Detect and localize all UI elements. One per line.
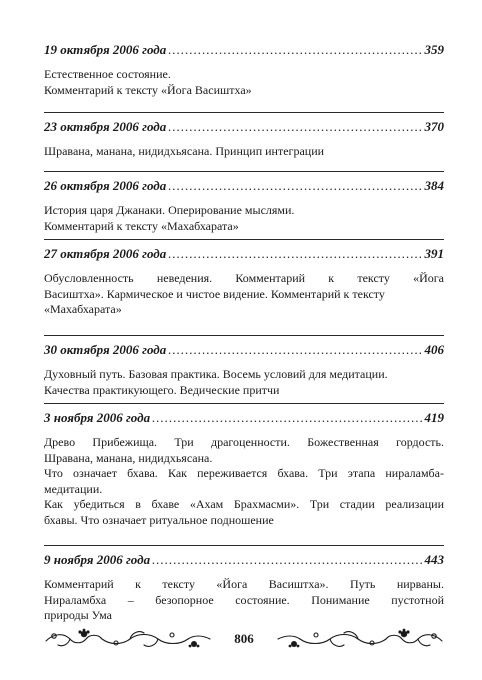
entry-date: 30 октября 2006 года [44, 342, 167, 357]
entry-date: 26 октября 2006 года [44, 178, 167, 193]
toc-entry-heading [44, 552, 444, 568]
toc-entry [44, 246, 444, 318]
description-line: природы Ума [44, 608, 112, 623]
toc-entry-heading [44, 246, 444, 262]
description-line: Комментарий к тексту «Махабхарата» [44, 218, 239, 233]
entry-page-number: 419 [424, 410, 444, 425]
toc-entry [44, 410, 444, 529]
entry-page-number: 370 [424, 119, 444, 134]
toc-entry [44, 342, 444, 398]
description-line: медитации. [44, 481, 103, 496]
leader-dots [168, 42, 422, 58]
entry-divider [44, 403, 444, 404]
description-line: Как убедиться в бхаве «Ахам Брахмасми». Три стадии реализации [44, 497, 444, 512]
description-line: Что означает бхава. Как переживается бхава. Три этапа нираламба- [44, 466, 444, 481]
description-line: Комментарий к тексту «Йога Васиштха» [44, 82, 252, 97]
description-line: Комментарий к тексту «Йога Васиштха». Путь нирваны. [44, 577, 444, 591]
toc-entry-heading [44, 119, 444, 135]
entry-page-number: 443 [424, 552, 444, 567]
page-number: 806 [234, 631, 254, 646]
description-line: Нираламбха – безопорное состояние. Понимание пустотной [44, 592, 444, 607]
description-line: Духовный путь. Базовая практика. Восемь условий для медитации. [44, 367, 388, 381]
entry-divider [44, 112, 444, 113]
floral-flourish-icon [274, 627, 444, 651]
description-line: Шравана, манана, нидидхьясана. Принцип интеграции [44, 144, 325, 158]
toc-entry-description [44, 271, 444, 318]
leader-dots [168, 246, 422, 262]
leader-dots [168, 178, 422, 194]
toc-entry-heading [44, 342, 444, 358]
toc-entry-description [44, 144, 444, 160]
entry-date: 3 ноября 2006 года [44, 410, 151, 425]
leader-dots [152, 552, 422, 568]
description-line: Васиштха». Кармическое и чистое видение. Комментарий к тексту [44, 286, 385, 301]
description-line: Шравана, манана, нидидхьясана. [44, 450, 213, 465]
entry-page-number: 391 [424, 246, 444, 261]
toc-entry [44, 42, 444, 98]
toc-entry-description [44, 67, 444, 98]
leader-dots [168, 119, 422, 135]
description-line: История царя Джанаки. Оперирование мыслями. [44, 203, 295, 217]
entry-date: 23 октября 2006 года [44, 119, 167, 134]
description-line: Древо Прибежища. Три драгоценности. Божественная гордость. [44, 435, 444, 449]
entry-date: 19 октября 2006 года [44, 42, 167, 57]
entry-page-number: 359 [424, 42, 444, 57]
toc-entry-heading [44, 410, 444, 426]
toc-entry-description [44, 577, 444, 624]
description-line: Качества практикующего. Ведические притчи [44, 382, 280, 397]
toc-entry-description [44, 203, 444, 234]
toc-entry-heading [44, 42, 444, 58]
entry-page-number: 384 [424, 178, 444, 193]
toc-entry [44, 552, 444, 624]
description-line: Естественное состояние. [44, 67, 171, 81]
description-line: Обусловленность неведения. Комментарий к тексту «Йога [44, 271, 444, 285]
description-line: бхавы. Что означает ритуальное подношение [44, 512, 274, 527]
entry-divider [44, 545, 444, 546]
entry-date: 27 октября 2006 года [44, 246, 167, 261]
entry-divider [44, 335, 444, 336]
entry-divider [44, 171, 444, 172]
toc-entry [44, 178, 444, 234]
entry-divider [44, 239, 444, 240]
description-line: «Махабхарата» [44, 302, 122, 317]
toc-entry-heading [44, 178, 444, 194]
toc-entry-description [44, 435, 444, 529]
page-footer [44, 627, 444, 651]
leader-dots [168, 342, 422, 358]
toc-entry-description [44, 367, 444, 398]
toc-entry [44, 119, 444, 160]
entry-page-number: 406 [424, 342, 444, 357]
leader-dots [152, 410, 422, 426]
entry-date: 9 ноября 2006 года [44, 552, 151, 567]
